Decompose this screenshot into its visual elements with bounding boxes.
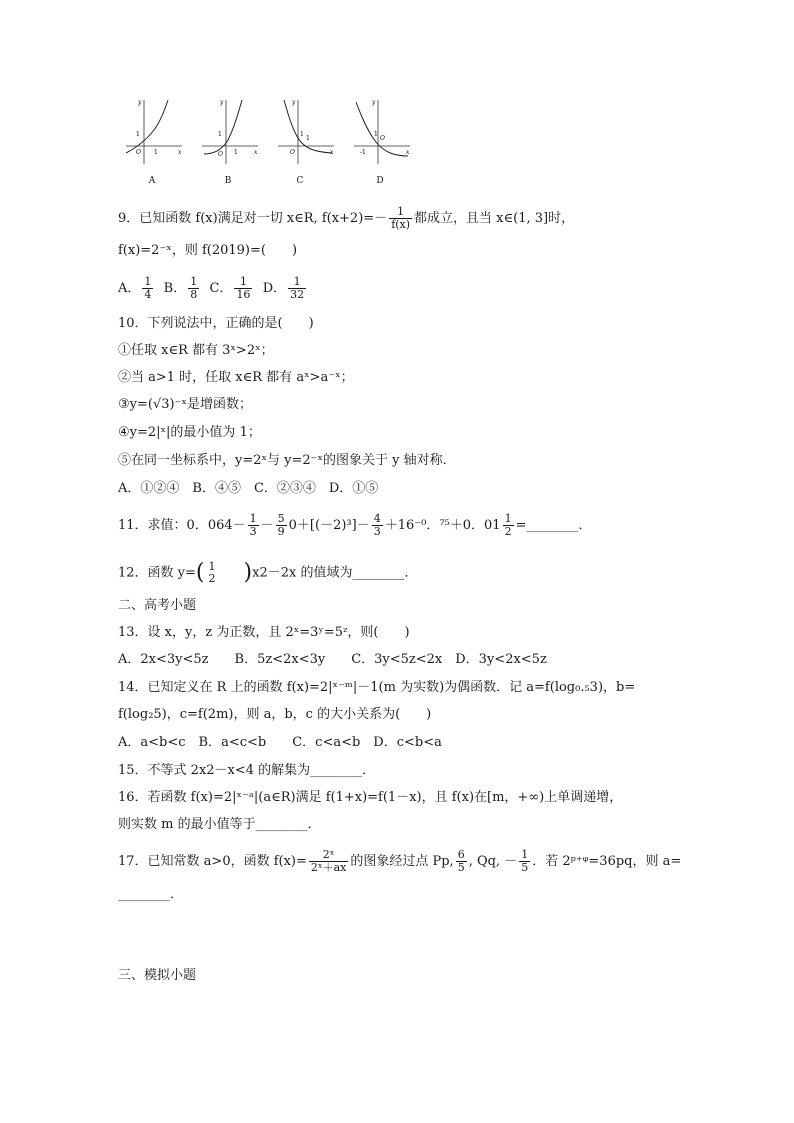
q13-options: A．2x<3y<5z B．5z<2x<3y C．3y<5z<2x D．3y<2x<5z — [118, 652, 547, 667]
graph-b-y-label: y — [220, 99, 224, 106]
graph-a-x-label: x — [178, 149, 182, 156]
q11-part-d: ＋16⁻⁰．⁷⁵＋0．01 — [384, 518, 501, 533]
graph-c-one-x: 1 — [306, 135, 310, 142]
q17-p-den: 5 — [457, 861, 465, 874]
q11-frac-4 — [503, 513, 514, 538]
q12-part-b: x2－2x 的值域为________． — [252, 565, 418, 581]
graph-d — [352, 96, 412, 166]
q17-part-c: , Qq, － — [468, 854, 518, 869]
q13-stem: 13．设 x，y，z 为正数，且 2ˣ=3ʸ=5ᶻ，则( ) — [118, 625, 410, 640]
q9-opt-d: D． — [262, 281, 287, 296]
q17-q-num: 1 — [521, 848, 529, 861]
graph-b-one-x: 1 — [234, 149, 238, 156]
graph-a-label: A — [148, 176, 156, 186]
q17-part-b: 的图象经过点 Pp, — [350, 854, 454, 869]
q14-options: A．a<b<c B．a<c<b C．c<a<b D．c<b<a — [118, 735, 442, 750]
graph-d-label: D — [376, 176, 384, 186]
q14-line1: 14．已知定义在 R 上的函数 f(x)=2|ˣ⁻ᵐ|－1(m 为实数)为偶函数．记 a=f(log₀.₅3)，b= — [118, 680, 636, 695]
q9-opt-c-frac — [234, 276, 252, 301]
q9-fraction — [389, 206, 412, 231]
q11-part-c: 0＋[(－2)³]－ — [288, 518, 370, 533]
q12-frac — [207, 561, 218, 585]
graph-d-x-label: x — [406, 149, 410, 156]
q11-f3-num: 4 — [373, 512, 381, 525]
graph-a-one-y: 1 — [136, 131, 140, 138]
q11-f1-den: 3 — [249, 525, 257, 538]
q11-f1-num: 1 — [249, 512, 257, 525]
q9-opt-d-frac — [288, 276, 306, 301]
graph-c — [276, 96, 336, 166]
q11-frac-3 — [372, 513, 383, 538]
q10-statement-3: ③y=(√3)⁻ˣ是增函数； — [118, 397, 252, 412]
graph-a-origin: O — [136, 149, 141, 156]
q9-opt-c-num: 1 — [239, 275, 247, 288]
graph-a — [124, 96, 184, 166]
q14-line2: f(log₂5)，c=f(2m)，则 a，b，c 的大小关系为( ) — [118, 707, 432, 722]
graph-c-label: C — [296, 176, 304, 186]
q12-right-paren: ) — [243, 560, 253, 585]
q9-opt-a-num: 1 — [144, 275, 152, 288]
q9-part2: 都成立，且当 x∈(1, 3]时， — [414, 211, 575, 226]
q12-left-paren: ( — [195, 560, 205, 585]
q9-opt-c-den: 16 — [236, 288, 251, 301]
q17-function-frac — [309, 849, 348, 874]
graph-b — [200, 96, 260, 166]
graph-d-one-y: 1 — [374, 131, 378, 138]
q11-f4-num: 1 — [504, 512, 512, 525]
q17-f-num: 2ˣ — [322, 848, 335, 861]
q16-line1: 16．若函数 f(x)=2|ˣ⁻ᵃ|(a∈R)满足 f(1+x)=f(1－x)，且 f(x)在[m，+∞)上单调递增， — [118, 790, 623, 805]
q17-stem — [118, 849, 681, 874]
q17-p-frac — [456, 849, 467, 874]
q9-opt-b-frac — [188, 276, 199, 301]
q10-statement-2: ②当 a>1 时，任取 x∈R 都有 aˣ>a⁻ˣ； — [118, 370, 354, 385]
graph-c-one-y: 1 — [300, 131, 304, 138]
q11-stem — [118, 513, 591, 538]
q9-opt-d-den: 32 — [290, 288, 305, 301]
q9-part1: 9．已知函数 f(x)满足对一切 x∈R, f(x+2)=－ — [118, 211, 388, 226]
graph-b-origin: O — [218, 151, 223, 158]
graph-c-x-label: x — [330, 149, 334, 156]
q11-frac-2 — [276, 513, 287, 538]
q9-stem — [118, 206, 574, 231]
q11-f2-den: 9 — [277, 525, 285, 538]
graph-a-y-label: y — [138, 99, 142, 106]
q9-opt-b-num: 1 — [190, 275, 198, 288]
q9-frac-num: 1 — [397, 205, 405, 218]
section-2-heading: 二、高考小题 — [118, 598, 197, 613]
graph-a-one-x: 1 — [154, 149, 158, 156]
graph-b-x-label: x — [254, 149, 258, 156]
q10-statement-4: ④y=2|ˣ|的最小值为 1； — [118, 425, 261, 440]
graph-c-origin: O — [290, 149, 295, 156]
q9-opt-b: B． — [163, 281, 187, 296]
q10-options: A．①②④ B．④⑤ C．②③④ D．①⑤ — [118, 481, 379, 496]
q9-opt-a-frac — [142, 276, 153, 301]
q17-q-frac — [519, 849, 530, 874]
q9-opt-a: A． — [118, 281, 141, 296]
q9-opt-c: C． — [209, 281, 233, 296]
q11-f4-den: 2 — [504, 525, 512, 538]
graph-d-neg-one-x: -1 — [360, 149, 366, 156]
graph-c-y-label: y — [292, 99, 296, 106]
q11-part-b: － — [260, 518, 274, 533]
q9-opt-b-den: 8 — [190, 288, 198, 301]
q12-stem — [118, 561, 417, 585]
q10-statement-5: ⑤在同一坐标系中，y=2ˣ与 y=2⁻ˣ的图象关于 y 轴对称． — [118, 453, 456, 468]
q17-p-num: 6 — [457, 848, 465, 861]
q17-blank: ________． — [118, 887, 184, 902]
q10-stem: 10．下列说法中，正确的是( ) — [118, 316, 314, 331]
q11-frac-1 — [248, 513, 259, 538]
q15-stem: 15．不等式 2x2－x<4 的解集为________． — [118, 763, 376, 778]
graph-d-origin: O — [380, 135, 385, 142]
q16-line2: 则实数 m 的最小值等于________． — [118, 817, 321, 832]
graph-b-one-y: 1 — [218, 131, 222, 138]
section-3-heading: 三、模拟小题 — [118, 968, 197, 983]
q9-opt-a-den: 4 — [144, 288, 152, 301]
q11-part-a: 11．求值：0．064－ — [118, 518, 246, 533]
q10-statement-1: ①任取 x∈R 都有 3ˣ>2ˣ； — [118, 343, 274, 358]
q9-options — [118, 276, 308, 301]
q17-f-den: 2ˣ＋ax — [310, 861, 347, 874]
q17-part-d: ．若 2ᵖ⁺ᵠ=36pq，则 a= — [532, 854, 682, 869]
graph-b-label: B — [224, 176, 232, 186]
q12-frac-den: 2 — [208, 572, 216, 585]
q17-part-a: 17．已知常数 a>0，函数 f(x)= — [118, 854, 307, 869]
q11-f3-den: 3 — [373, 525, 381, 538]
q9-line2: f(x)=2⁻ˣ，则 f(2019)=( ) — [118, 243, 298, 258]
q9-opt-d-num: 1 — [293, 275, 301, 288]
graph-d-y-label: y — [372, 99, 376, 106]
q9-frac-den: f(x) — [391, 218, 411, 231]
q17-q-den: 5 — [521, 861, 529, 874]
q11-blank: =________． — [515, 518, 592, 533]
q11-f2-num: 5 — [277, 512, 285, 525]
q12-part-a: 12．函数 y= — [118, 565, 196, 581]
q12-frac-num: 1 — [208, 560, 216, 573]
